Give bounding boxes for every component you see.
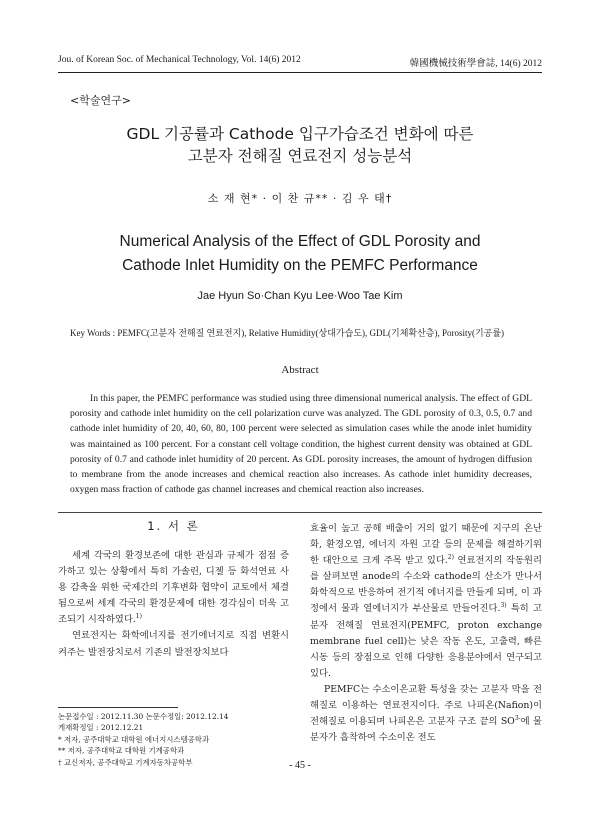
right-paragraph-1c-text: 특히 고분자 전해질 연료전지(PEMFC, proton exchange membrane fuel cell)는 낮은 작동 온도, 고출력, 빠른 시동 등의 장점으로 인해 다양한 응용분야에서 연구되고 있다.	[310, 603, 542, 679]
abstract-heading: Abstract	[281, 364, 319, 376]
abstract-text: In this paper, the PEMFC performance was studied using three dimensional numerical analysis. The effect of GDL porosity and cathode inlet humidity on the cell polarization curve was analyzed. The GDL porosity of 0.3, 0.5, 0.7 and cathode inlet humidity of 20, 40, 60, 80, 100 percent were selected as simulation cases while the anode inlet humidity was maintained as 100 percent. For a constant cell voltage condition, the highest current density was obtained at GDL porosity of 0.7 and cathode inlet humidity of 20 percent. As GDL porosity increases, the amount of hydrogen diffusion to membrane from the anode increases and chemical reaction also increases. As cathode inlet humidity decreases, oxygen mass fraction of cathode gas channel increases and chemical reaction also increases.	[70, 393, 532, 496]
right-paragraph-1	[310, 521, 542, 682]
right-paragraph-2-text: PEMFC는 수소이온교환 특성을 갖는 고분자 막을 전해질로 이용하는 연료전지이다. 주로 나피온(Nafion)이 전해질로 이용되며 나피온은 고분자 구조 끝의 SO	[310, 683, 542, 728]
page-number: - 45 -	[289, 760, 311, 771]
section-heading-introduction: 1. 서 론	[147, 519, 200, 533]
header-rule	[58, 72, 542, 73]
right-paragraph-2-end: 에 물분자가 흡착하여 수소이온 전도	[310, 716, 542, 744]
footnote-author-2: ** 저자, 공주대학교 대학원 기계공학과	[58, 746, 185, 756]
right-paragraph-1-text: 효율이 높고 공해 배출이 거의 없기 때문에 지구의 온난화, 환경오염, 에너지 자원 고갈 등의 문제를 해결하기위한 대안으로 크게 주목 받고 있다.	[310, 523, 542, 567]
section-divider	[58, 512, 542, 513]
footnote-author-1: * 저자, 공주대학교 대학원 에너지시스템공학과	[58, 734, 210, 744]
footnote-received-date: 논문접수일 : 2012.11.30 논문수정일: 2012.12.14	[58, 712, 229, 721]
citation-2: 2)	[447, 554, 454, 562]
article-category: <학술연구>	[70, 94, 131, 107]
intro-paragraph-2: 연료전지는 화학에너지를 전기에너지로 직접 변환시켜주는 발전장치로서 기존의 발전장치보다	[58, 630, 289, 658]
title-english-line-1: Numerical Analysis of the Effect of GDL Porosity and	[119, 233, 481, 250]
footnote-accepted-date: 게재확정일 : 2012.12.21	[58, 723, 144, 733]
authors-english: Jae Hyun So·Chan Kyu Lee·Woo Tae Kim	[197, 290, 403, 302]
left-column	[58, 548, 289, 661]
sulfonate-superscript: 3-	[514, 715, 521, 723]
right-paragraph-2	[310, 682, 542, 746]
footnote-rule	[58, 707, 178, 708]
keywords: Key Words : PEMFC(고분자 전해질 연료전지), Relative Humidity(상대가습도), GDL(기체확산층), Porosity(기공률)	[70, 328, 505, 338]
footnote-corresponding-author: † 교신저자, 공주대학교 기계자동차공학부	[58, 757, 193, 767]
title-korean-line-2: 고분자 전해질 연료전지 성능분석	[187, 147, 413, 165]
intro-paragraph-1-text: 세계 각국의 환경보존에 대한 관심과 규제가 점점 증가하고 있는 상황에서 특히 가솔린, 디젤 등 화석연료 사용 감축을 위한 국제간의 기후변화 협약이 교토에서 체결됨으로써 세계 각국의 환경문제에 대한 경각심이 더욱 고조되기 시작하였다.	[58, 550, 289, 626]
intro-paragraph-1	[58, 548, 289, 628]
authors-korean: 소 재 현* · 이 찬 규** · 김 우 태†	[207, 192, 393, 205]
journal-name-hanja: 韓國機械技術學會誌, 14(6) 2012	[409, 59, 542, 69]
journal-name-english: Jou. of Korean Soc. of Mechanical Technology, Vol. 14(6) 2012	[58, 55, 301, 65]
title-english-line-2: Cathode Inlet Humidity on the PEMFC Performance	[122, 257, 478, 274]
citation-1: 1)	[135, 613, 142, 621]
title-korean-line-1: GDL 기공률과 Cathode 입구가습조건 변화에 따른	[126, 125, 474, 143]
right-column	[310, 521, 542, 746]
citation-3: 3)	[500, 602, 507, 610]
right-paragraph-1b-text: 연료전지의 작동원리를 살펴보면 anode의 수소와 cathode의 산소가 만나서 화학적으로 반응하여 전기적 에너지를 만들게 되며, 이 과정에서 물과 열에너지가 부산물로 만들어진다.	[310, 555, 542, 615]
